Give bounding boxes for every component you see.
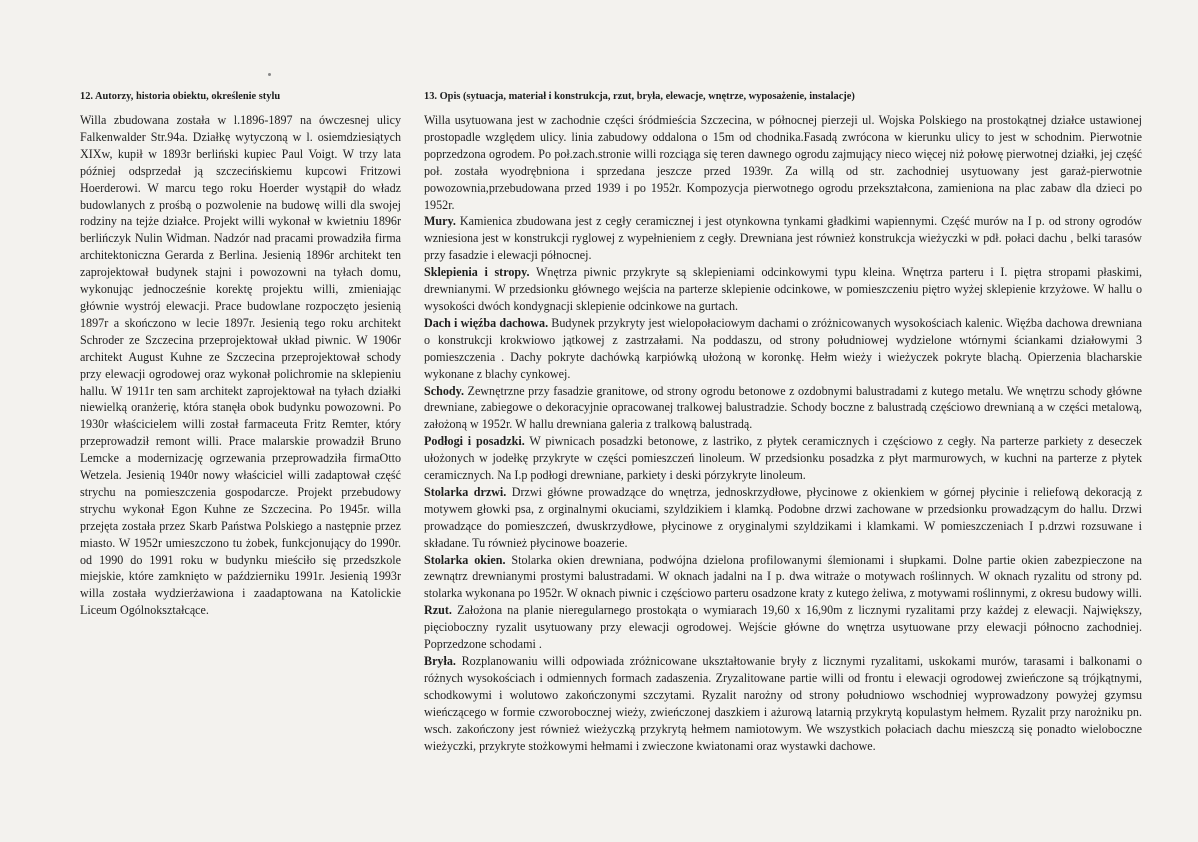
scan-speck [268, 73, 271, 76]
subsection-mury [424, 213, 1142, 264]
subsection-heading: Sklepienia i stropy. [424, 265, 530, 280]
subsection-heading: Mury. [424, 214, 456, 229]
subsection-dach [424, 315, 1142, 383]
section-12-column [80, 90, 401, 619]
section-13-title: 13. Opis (sytuacja, materiał i konstrukcja, rzut, bryła, elewacje, wnętrze, wyposażenie, instalacje) [424, 91, 855, 102]
subsection-heading: Stolarka drzwi. [424, 484, 507, 499]
subsection-text: W piwnicach posadzki betonowe, z lastriko, z płytek ceramicznych i częściowo z cegły. Na parterze parkiety z deseczek ułożonych w jodełkę przykryte w części pomieszczeń linoleum. W przedsionku posadzka z płyt marmurowych, w kuchni na parterze z płytek ceramicznych. Na I.p podłogi drewniane, parkiety i deski pórzykryte linoleum. [424, 434, 1142, 483]
subsection-stolarka-drzwi [424, 484, 1142, 552]
section-13-intro: Willa usytuowana jest w zachodnie części śródmieścia Szczecina, w północnej pierzeji ul. Wojska Polskiego na prostokątnej działce ustawionej prostopadle względem ulicy. linia zabudowy oddalona o 15m od chodnika.Fasadą zwrócona w kierunku ulicy to jest w schodnim. Pierwotnie poprzedzona ogrodem. Po poł.zach.stronie willi rozciąga się teren dawnego ogrodu zajmujący nieco więcej niż połowę pierwotnej działki, jej część poł. została wyodrębniona i sprzedana jeszcze przed 1939r. Za willą od str. zachodniej usytuowany jest garaż-pierwotnie powozownia,przebudowana przed 1939 i po 1952r. Kompozycja pierwotnego ogrodu przekształcona, zamieniona na plac zabaw dla dzieci po 1952r. [424, 113, 1142, 212]
subsection-heading: Schody. [424, 383, 464, 398]
subsection-text: Stolarka okien drewniana, podwójna dzielona profilowanymi ślemionami i słupkami. Dolne partie okien zabezpieczone na zewnątrz drewnianymi prostymi balustradami. W oknach jadalni na I p. dwa witraże o motywach roślinnych. W oknach ryzalitu od strony pd. stolarka wykonana po 1952r. W oknach piwnic i częściowo parteru osadzone kraty z kutego żeliwa, z motywami roślinnymi, z okresu budowy willi. [424, 552, 1142, 601]
subsection-heading: Dach i więźba dachowa. [424, 315, 549, 330]
section-12-title: 12. Autorzy, historia obiektu, określenie stylu [80, 91, 281, 102]
subsection-rzut [424, 602, 1142, 653]
subsection-text: Założona na planie nieregularnego prostokąta o wymiarach 19,60 x 16,90m z licznymi ryzalitami przy każdej z elewacji. Największy, pięcioboczny ryzalit usytuowany przy elewacji ogrodowej. Wejście główne do wnętrza usytuowane przy elewacji północno zachodniej. Poprzedzone schodami . [424, 603, 1142, 652]
subsection-bryla [424, 653, 1142, 754]
subsection-text: Kamienica zbudowana jest z cegły ceramicznej i jest otynkowna tynkami gładkimi wapiennymi. Część murów na I p. od strony ogrodów wzniesiona jest w konstrukcji ryglowej z wypełnieniem z cegły. Drewniana jest również konstrukcja wieżyczki w pdł. połaci dachu , belki tarasów przy fasadzie i elewacji północnej. [424, 214, 1142, 263]
section-12-body: Willa zbudowana została w l.1896-1897 na ówczesnej ulicy Falkenwalder Str.94a. Działkę wytyczoną w l. osiemdziesiątych XIXw, kupił w 1893r berliński kupiec Paul Voigt. W trzy lata później odsprzedał ją szczecińskiemu kupcowi Fritzowi Hoerderowi. W marcu tego roku Hoerder wystąpił do władz budowlanych z prośbą o pozwolenie na budowę willi dla swojej rodziny na tejże działce. Projekt willi wykonał w kwietniu 1896r berlińczyk Nulin Widman. Nadzór nad pracami prowadziła firma architektoniczna Gerarda z Berlina. Jesienią 1896r architekt ten zaprojektował budynek stajni i powozowni na tyłach domu, wykonując jednocześnie korektę projektu willi, zmieniając głównie wystrój elewacji. Prace budowlane rozpoczęto jesienią 1897r a skończono w lecie 1897r. Jesienią tego roku architekt Schroder ze Szczecina przeprojektował układ piwnic. W 1906r architekt August Kuhne ze Szczecina przeprojektował schody przy elewacji ogrodowej oraz wykonał polichromie na sklepieniu hallu. W 1911r ten sam architekt zaprojektował na tyłach działki niewielką oranżerię, która stanęła obok budynku powozowni. Po 1930r właścicielem willi został farmaceuta Fritz Remter, który przeprowadził remont willi. Prace malarskie prowadził Bruno Lemcke a modernizację ogrzewania przeprowadziła firmaOtto Wetzela. Jesienią 1940r nowy właściciel willi zadaptował część strychu na pomieszczenia gospodarcze. Projekt przebudowy strychu wykonał Egon Kuhne ze Szczecina. Po 1945r. willa przejęta została przez Skarb Państwa Polskiego a następnie przez miasto. W 1952r umieszczono tu żobek, funkcjonujący do 1990r. od 1990 do 1991 roku w budynku mieściło się przedszkole miejskie, które zamknięto w październiku 1991r. Jesienią 1993r willa została wydzierżawiona i zaadaptowana na Katolickie Liceum Ogólnokształcące. [80, 113, 401, 618]
subsection-stolarka-okien [424, 552, 1142, 603]
subsection-text: Budynek przykryty jest wielopołaciowym dachami o zróżnicowanych wysokościach kalenic. Więźba dachowa drewniana o konstrukcji krokwiowo jątkowej z zastrzałami. Na poddaszu, od strony południowej wydzielone wtórnymi ściankami działowymi 3 pomieszczenia . Dachy pokryte dachówką karpiówką ułożoną w koronkę. Hełm wieży i wieżyczek pokryte blachą. Opierzenia blacharskie wykonane z blachy cynkowej. [424, 315, 1143, 381]
subsection-text: Drzwi główne prowadzące do wnętrza, jednoskrzydłowe, płycinowe z okienkiem w górnej płycinie i reliefową dekoracją z motywem głowki psa, z orginalnymi okuciami, szyldzikiem i klamką. Podobne drzwi zachowane w przedsionku prowadzącym do hallu. Drzwi prowadzące do pomieszczeń, dwuskrzydłowe, płycinowe z oryginalymi szyldzikami i klamkami. W pomieszczeniach I p.drzwi rozsuwane i składane. Tu również płycinowe boazerie. [424, 484, 1142, 550]
subsection-heading: Stolarka okien. [424, 552, 506, 567]
subsection-text: Rozplanowaniu willi odpowiada zróżnicowane ukształtowanie bryły z licznymi ryzalitami, uskokami murów, tarasami i balkonami o różnych wysokościach i odmiennych formach zadaszenia. Zryzalitowane partie willi od frontu i elewacji ogrodowej zwieńczone są trójkątnymi, schodkowymi i wolutowo zakończonymi szczytami. Ryzalit narożny od strony południowo wschodniej wyprowadzony powyżej gzymsu wieńczącego w formie czworobocznej wieży, zwieńczonej daszkiem i ażurową latarnią przykrytą kopulastym hełmem. Ryzalit przy narożniku pn. wsch. zakończony jest również wieżyczką przykrytą hełmem namiotowym. We wszystkich połaciach dachu mieszczą się ponadto wieloboczne wieżyczki, przykryte stożkowymi hełmami i zwieczone kwiatonami oraz wystawki dachowe. [424, 654, 1142, 753]
subsection-podlogi [424, 433, 1142, 484]
subsection-sklepienia [424, 264, 1142, 315]
section-13-column [424, 90, 1142, 754]
subsection-heading: Rzut. [424, 603, 452, 618]
subsection-text: Wnętrza piwnic przykryte są sklepieniami odcinkowymi typu kleina. Wnętrza parteru i I. piętra stropami płaskimi, drewnianymi. W przedsionku głównego wejścia na parterze sklepienie odcinkowe, w pomieszczeniu piętro wyżej sklepienie krzyżowe. W hallu o wysokości dwóch kondygnacji sklepienie odcinkowe na gurtach. [424, 265, 1143, 313]
subsection-text: Zewnętrzne przy fasadzie granitowe, od strony ogrodu betonowe z ozdobnymi balustradami z kutego metalu. We wnętrzu schody główne drewniane, zabiegowe o dekoracyjnie opracowanej tralkowej balustradzie. Schody boczne z balustradą częściowo drewnianą a w części metalową, założoną w 1952r. W hallu drewniana galeria z tralkową balustradą. [424, 383, 1142, 432]
subsection-schody [424, 383, 1142, 434]
subsection-heading: Bryła. [424, 654, 456, 668]
subsection-heading: Podłogi i posadzki. [424, 434, 525, 449]
